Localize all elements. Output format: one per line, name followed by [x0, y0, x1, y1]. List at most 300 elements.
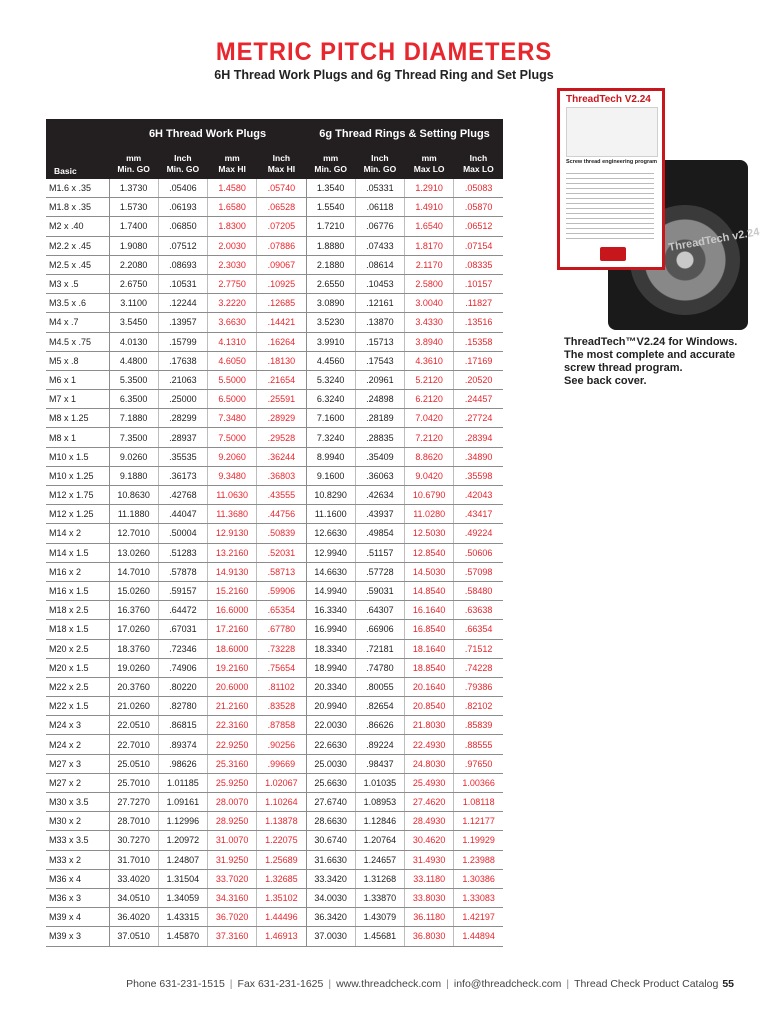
value-cell: 36.7020 [208, 908, 257, 927]
value-cell: .67031 [158, 620, 207, 639]
column-header [306, 149, 355, 179]
value-cell: 31.6630 [306, 850, 355, 869]
value-cell: .24898 [355, 390, 404, 409]
value-cell: .06528 [257, 198, 306, 217]
value-cell: .66354 [454, 620, 503, 639]
value-cell: .36173 [158, 466, 207, 485]
value-cell: 6.5000 [208, 390, 257, 409]
table-row [46, 274, 503, 293]
thread-size-cell: M27 x 3 [46, 754, 109, 773]
value-cell: .51157 [355, 543, 404, 562]
thread-size-cell: M24 x 2 [46, 735, 109, 754]
value-cell: .90256 [257, 735, 306, 754]
value-cell: 12.8540 [405, 543, 454, 562]
table-row [46, 793, 503, 812]
value-cell: 1.10264 [257, 793, 306, 812]
value-cell: 12.9940 [306, 543, 355, 562]
value-cell: 1.8300 [208, 217, 257, 236]
value-cell: .06193 [158, 198, 207, 217]
value-cell: .28937 [158, 428, 207, 447]
thread-size-cell: M12 x 1.75 [46, 486, 109, 505]
value-cell: .72181 [355, 639, 404, 658]
value-cell: 10.8290 [306, 486, 355, 505]
table-row [46, 812, 503, 831]
thread-size-cell: M8 x 1 [46, 428, 109, 447]
thread-size-cell: M10 x 1.25 [46, 466, 109, 485]
value-cell: .97650 [454, 754, 503, 773]
value-cell: 8.8620 [405, 447, 454, 466]
value-cell: .25000 [158, 390, 207, 409]
value-cell: 33.8030 [405, 888, 454, 907]
column-header-unit: mm [126, 153, 142, 163]
value-cell: .35535 [158, 447, 207, 466]
value-cell: .57728 [355, 562, 404, 581]
value-cell: .12685 [257, 294, 306, 313]
value-cell: 7.0420 [405, 409, 454, 428]
value-cell: .64472 [158, 601, 207, 620]
value-cell: 1.6540 [405, 217, 454, 236]
table-row [46, 466, 503, 485]
value-cell: 1.12177 [454, 812, 503, 831]
card-body-text-image [566, 169, 654, 239]
table-row [46, 850, 503, 869]
value-cell: .83528 [257, 697, 306, 716]
table-row [46, 658, 503, 677]
value-cell: .51283 [158, 543, 207, 562]
value-cell: 1.24807 [158, 850, 207, 869]
thread-size-cell: M12 x 1.25 [46, 505, 109, 524]
value-cell: 27.6740 [306, 793, 355, 812]
value-cell: .11827 [454, 294, 503, 313]
value-cell: .50004 [158, 524, 207, 543]
value-cell: .82654 [355, 697, 404, 716]
value-cell: .27724 [454, 409, 503, 428]
value-cell: .52031 [257, 543, 306, 562]
value-cell: 12.6630 [306, 524, 355, 543]
value-cell: 9.3480 [208, 466, 257, 485]
value-cell: .12244 [158, 294, 207, 313]
value-cell: 10.8630 [109, 486, 158, 505]
value-cell: 16.3340 [306, 601, 355, 620]
value-cell: 7.1600 [306, 409, 355, 428]
footer-separator: | [446, 978, 449, 990]
value-cell: 19.0260 [109, 658, 158, 677]
value-cell: 33.3420 [306, 869, 355, 888]
value-cell: .10157 [454, 274, 503, 293]
caption-line: See back cover. [564, 375, 647, 387]
value-cell: 19.2160 [208, 658, 257, 677]
value-cell: .43555 [257, 486, 306, 505]
value-cell: 17.0260 [109, 620, 158, 639]
thread-size-cell: M14 x 2 [46, 524, 109, 543]
value-cell: 1.01185 [158, 773, 207, 792]
page-subtitle: 6H Thread Work Plugs and 6g Thread Ring and Set Plugs [214, 68, 554, 82]
disc-label: ThreadTech v2.24 [667, 226, 761, 254]
value-cell: 9.1600 [306, 466, 355, 485]
value-cell: .98437 [355, 754, 404, 773]
value-cell: 1.13878 [257, 812, 306, 831]
value-cell: .06118 [355, 198, 404, 217]
value-cell: 1.08118 [454, 793, 503, 812]
value-cell: 37.0030 [306, 927, 355, 946]
value-cell: .17638 [158, 351, 207, 370]
table-row [46, 927, 503, 946]
value-cell: 1.24657 [355, 850, 404, 869]
thread-size-cell: M36 x 4 [46, 869, 109, 888]
value-cell: 7.3240 [306, 428, 355, 447]
value-cell: 36.1180 [405, 908, 454, 927]
value-cell: .20961 [355, 370, 404, 389]
value-cell: .50839 [257, 524, 306, 543]
value-cell: 16.6000 [208, 601, 257, 620]
value-cell: .06850 [158, 217, 207, 236]
value-cell: 1.45681 [355, 927, 404, 946]
value-cell: .08335 [454, 255, 503, 274]
thread-size-cell: M30 x 2 [46, 812, 109, 831]
value-cell: 1.4580 [208, 179, 257, 198]
column-header [454, 149, 503, 179]
value-cell: .86626 [355, 716, 404, 735]
table-row [46, 869, 503, 888]
value-cell: 31.4930 [405, 850, 454, 869]
value-cell: 1.46913 [257, 927, 306, 946]
value-cell: .13957 [158, 313, 207, 332]
table-row [46, 620, 503, 639]
value-cell: .71512 [454, 639, 503, 658]
table-row [46, 505, 503, 524]
value-cell: 1.8880 [306, 236, 355, 255]
column-header-label: Min. GO [314, 164, 347, 174]
card-subtitle: Screw thread engineering program [566, 159, 658, 165]
value-cell: 1.32685 [257, 869, 306, 888]
table-row [46, 447, 503, 466]
value-cell: 1.08953 [355, 793, 404, 812]
value-cell: .05870 [454, 198, 503, 217]
value-cell: 1.44894 [454, 927, 503, 946]
value-cell: 3.2220 [208, 294, 257, 313]
value-cell: 25.3160 [208, 754, 257, 773]
thread-size-cell: M22 x 2.5 [46, 677, 109, 696]
thread-size-cell: M14 x 1.5 [46, 543, 109, 562]
value-cell: .28299 [158, 409, 207, 428]
value-cell: .16264 [257, 332, 306, 351]
value-cell: 36.4020 [109, 908, 158, 927]
value-cell: 1.12996 [158, 812, 207, 831]
value-cell: 30.6740 [306, 831, 355, 850]
value-cell: 22.0030 [306, 716, 355, 735]
value-cell: 2.1880 [306, 255, 355, 274]
value-cell: 11.0630 [208, 486, 257, 505]
value-cell: 1.33870 [355, 888, 404, 907]
caption-line: screw thread program. [564, 362, 683, 374]
value-cell: 1.23988 [454, 850, 503, 869]
value-cell: .98626 [158, 754, 207, 773]
value-cell: 2.3030 [208, 255, 257, 274]
value-cell: 18.3340 [306, 639, 355, 658]
value-cell: .07433 [355, 236, 404, 255]
value-cell: 22.7010 [109, 735, 158, 754]
value-cell: 33.7020 [208, 869, 257, 888]
value-cell: 34.0510 [109, 888, 158, 907]
value-cell: 14.9940 [306, 581, 355, 600]
value-cell: 16.3760 [109, 601, 158, 620]
table-row [46, 198, 503, 217]
value-cell: .20520 [454, 370, 503, 389]
value-cell: 15.2160 [208, 581, 257, 600]
table-row [46, 908, 503, 927]
table-row [46, 601, 503, 620]
value-cell: .42768 [158, 486, 207, 505]
value-cell: 13.2160 [208, 543, 257, 562]
value-cell: .05331 [355, 179, 404, 198]
thread-size-cell: M8 x 1.25 [46, 409, 109, 428]
thread-size-cell: M36 x 3 [46, 888, 109, 907]
value-cell: 5.5000 [208, 370, 257, 389]
value-cell: 18.8540 [405, 658, 454, 677]
table-row [46, 313, 503, 332]
value-cell: 33.1180 [405, 869, 454, 888]
value-cell: 1.43315 [158, 908, 207, 927]
thread-size-cell: M10 x 1.5 [46, 447, 109, 466]
footer-separator: | [328, 978, 332, 990]
value-cell: 18.3760 [109, 639, 158, 658]
table-row [46, 677, 503, 696]
value-cell: 12.5030 [405, 524, 454, 543]
column-header-unit: mm [421, 153, 437, 163]
value-cell: 31.0070 [208, 831, 257, 850]
value-cell: .42634 [355, 486, 404, 505]
value-cell: .10531 [158, 274, 207, 293]
value-cell: .36244 [257, 447, 306, 466]
value-cell: 37.0510 [109, 927, 158, 946]
value-cell: .80220 [158, 677, 207, 696]
value-cell: 34.0030 [306, 888, 355, 907]
column-header [405, 149, 454, 179]
value-cell: .36803 [257, 466, 306, 485]
value-cell: 1.19929 [454, 831, 503, 850]
value-cell: 2.0030 [208, 236, 257, 255]
value-cell: .87858 [257, 716, 306, 735]
value-cell: 1.31268 [355, 869, 404, 888]
value-cell: 36.8030 [405, 927, 454, 946]
value-cell: .18130 [257, 351, 306, 370]
column-header-label: Max HI [218, 164, 246, 174]
thread-size-cell: M18 x 1.5 [46, 620, 109, 639]
table-row [46, 524, 503, 543]
column-header-label: Max LO [463, 164, 494, 174]
column-header-basic [46, 149, 109, 179]
value-cell: .07205 [257, 217, 306, 236]
value-cell: 1.44496 [257, 908, 306, 927]
value-cell: 13.0260 [109, 543, 158, 562]
page-title: METRIC PITCH DIAMETERS [215, 38, 553, 66]
value-cell: 3.0040 [405, 294, 454, 313]
value-cell: 1.9080 [109, 236, 158, 255]
value-cell: 28.7010 [109, 812, 158, 831]
thread-size-cell: M33 x 2 [46, 850, 109, 869]
table-row [46, 543, 503, 562]
value-cell: 21.2160 [208, 697, 257, 716]
column-header-label: Min. GO [363, 164, 397, 174]
footer-phone: Phone 631-231-1515 [126, 978, 225, 990]
value-cell: 27.7270 [109, 793, 158, 812]
value-cell: 1.34059 [158, 888, 207, 907]
value-cell: .08693 [158, 255, 207, 274]
value-cell: 1.25689 [257, 850, 306, 869]
table-row [46, 255, 503, 274]
footer-email-link[interactable]: info@threadcheck.com [453, 978, 562, 990]
value-cell: 11.1880 [109, 505, 158, 524]
value-cell: .49854 [355, 524, 404, 543]
column-header-unit: Inch [272, 153, 291, 163]
table-row [46, 332, 503, 351]
value-cell: 2.6550 [306, 274, 355, 293]
value-cell: 5.2120 [405, 370, 454, 389]
value-cell: 25.0510 [109, 754, 158, 773]
value-cell: 3.8940 [405, 332, 454, 351]
value-cell: 27.4620 [405, 793, 454, 812]
value-cell: 2.5800 [405, 274, 454, 293]
table-row [46, 888, 503, 907]
value-cell: 7.1880 [109, 409, 158, 428]
value-cell: 1.31504 [158, 869, 207, 888]
column-header [109, 149, 158, 179]
table-row [46, 581, 503, 600]
value-cell: 3.1100 [109, 294, 158, 313]
table-row [46, 639, 503, 658]
value-cell: .06512 [454, 217, 503, 236]
value-cell: 34.3160 [208, 888, 257, 907]
card-title: ThreadTech V2.24 [566, 94, 651, 105]
value-cell: 1.3540 [306, 179, 355, 198]
footer-separator: | [566, 978, 570, 990]
value-cell: .21063 [158, 370, 207, 389]
value-cell: .79386 [454, 677, 503, 696]
thread-size-cell: M39 x 3 [46, 927, 109, 946]
value-cell: .12161 [355, 294, 404, 313]
page-footer [0, 978, 734, 990]
thread-size-cell: M2.2 x .45 [46, 236, 109, 255]
footer-fax: Fax 631-231-1625 [237, 978, 324, 990]
value-cell: 3.5450 [109, 313, 158, 332]
table-body [46, 179, 503, 946]
value-cell: .15358 [454, 332, 503, 351]
table-row [46, 562, 503, 581]
value-cell: .10453 [355, 274, 404, 293]
value-cell: 11.0280 [405, 505, 454, 524]
value-cell: .28835 [355, 428, 404, 447]
value-cell: .05406 [158, 179, 207, 198]
value-cell: 30.4620 [405, 831, 454, 850]
value-cell: .43417 [454, 505, 503, 524]
value-cell: 1.35102 [257, 888, 306, 907]
thread-size-cell: M1.6 x .35 [46, 179, 109, 198]
value-cell: 16.8540 [405, 620, 454, 639]
thread-size-cell: M16 x 2 [46, 562, 109, 581]
thread-size-cell: M30 x 3.5 [46, 793, 109, 812]
value-cell: 17.2160 [208, 620, 257, 639]
value-cell: 6.3500 [109, 390, 158, 409]
value-cell: 21.0260 [109, 697, 158, 716]
value-cell: .50606 [454, 543, 503, 562]
value-cell: .82780 [158, 697, 207, 716]
column-header-row [46, 149, 503, 179]
thread-size-cell: M24 x 3 [46, 716, 109, 735]
value-cell: .29528 [257, 428, 306, 447]
value-cell: .75654 [257, 658, 306, 677]
value-cell: 10.6790 [405, 486, 454, 505]
value-cell: .28929 [257, 409, 306, 428]
value-cell: .85839 [454, 716, 503, 735]
value-cell: 9.0420 [405, 466, 454, 485]
value-cell: 3.9910 [306, 332, 355, 351]
value-cell: 14.9130 [208, 562, 257, 581]
value-cell: .13870 [355, 313, 404, 332]
value-cell: 31.9250 [208, 850, 257, 869]
table-row [46, 716, 503, 735]
value-cell: 22.6630 [306, 735, 355, 754]
value-cell: 6.3240 [306, 390, 355, 409]
value-cell: .25591 [257, 390, 306, 409]
value-cell: 12.7010 [109, 524, 158, 543]
thread-size-cell: M20 x 1.5 [46, 658, 109, 677]
value-cell: 11.1600 [306, 505, 355, 524]
table-row [46, 428, 503, 447]
value-cell: .35598 [454, 466, 503, 485]
value-cell: 20.3340 [306, 677, 355, 696]
value-cell: 1.7400 [109, 217, 158, 236]
value-cell: .58713 [257, 562, 306, 581]
value-cell: 36.3420 [306, 908, 355, 927]
value-cell: .35409 [355, 447, 404, 466]
value-cell: 1.00366 [454, 773, 503, 792]
thread-size-cell: M7 x 1 [46, 390, 109, 409]
value-cell: 22.3160 [208, 716, 257, 735]
value-cell: .10925 [257, 274, 306, 293]
thread-size-cell: M39 x 4 [46, 908, 109, 927]
table-row [46, 486, 503, 505]
value-cell: .24457 [454, 390, 503, 409]
value-cell: 25.6630 [306, 773, 355, 792]
software-card [557, 88, 665, 270]
thread-size-cell: M33 x 3.5 [46, 831, 109, 850]
value-cell: 20.8540 [405, 697, 454, 716]
value-cell: 28.0070 [208, 793, 257, 812]
column-header-unit: Inch [469, 153, 488, 163]
column-header-label: Max LO [413, 164, 445, 174]
value-cell: 16.9940 [306, 620, 355, 639]
value-cell: 25.0030 [306, 754, 355, 773]
value-cell: 1.01035 [355, 773, 404, 792]
value-cell: .17543 [355, 351, 404, 370]
table-row [46, 179, 503, 198]
thread-size-cell: M4 x .7 [46, 313, 109, 332]
value-cell: .72346 [158, 639, 207, 658]
value-cell: 22.9250 [208, 735, 257, 754]
pitch-diameter-table [46, 119, 503, 947]
value-cell: .89374 [158, 735, 207, 754]
column-header-label: Basic [54, 166, 77, 176]
value-cell: .65354 [257, 601, 306, 620]
value-cell: 1.2910 [405, 179, 454, 198]
value-cell: 1.30386 [454, 869, 503, 888]
value-cell: 25.4930 [405, 773, 454, 792]
table-row [46, 390, 503, 409]
footer-website-link[interactable]: www.threadcheck.com [336, 978, 442, 990]
value-cell: .15713 [355, 332, 404, 351]
value-cell: .14421 [257, 313, 306, 332]
thread-size-cell: M2.5 x .45 [46, 255, 109, 274]
